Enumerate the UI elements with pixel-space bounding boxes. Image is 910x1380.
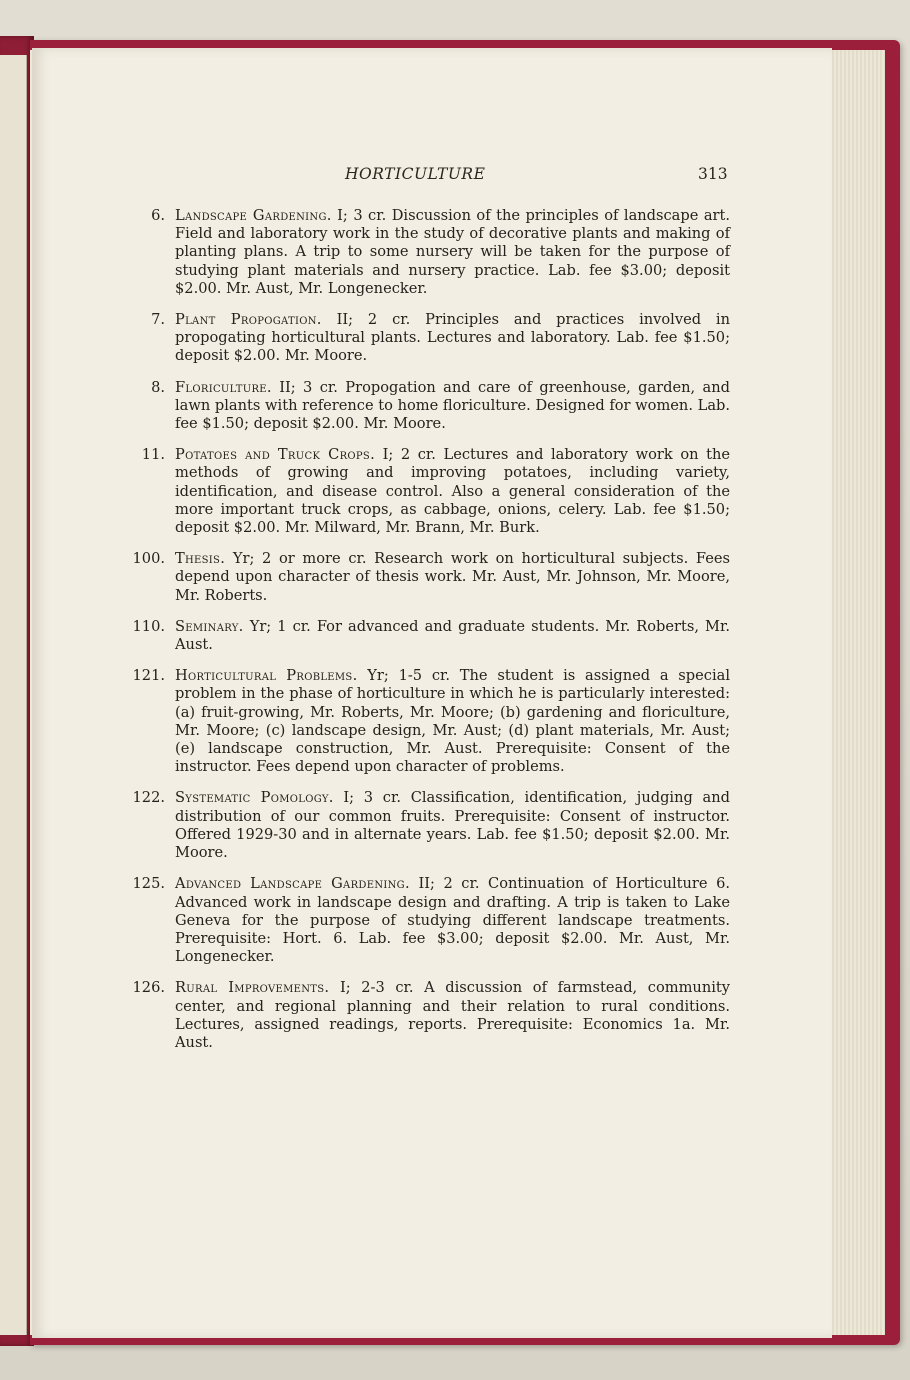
- course-entry: [110, 207, 730, 298]
- course-title: Systematic Pomology.: [175, 789, 334, 807]
- course-entry: [110, 618, 730, 654]
- course-number: 125.: [132, 875, 165, 893]
- course-number: 122.: [132, 789, 165, 807]
- course-number: 110.: [132, 617, 165, 635]
- course-description: [175, 875, 730, 966]
- course-title: Advanced Landscape Gardening.: [175, 875, 410, 893]
- running-header: [0, 165, 910, 187]
- course-text: I; 2-3 cr. A discussion of farmstead, community center, and regional planning and their relation to rural conditions. Lectures, assigned readings, reports. Prerequisite: Economics 1a. Mr. Aust.: [175, 979, 730, 1051]
- course-entry: [110, 875, 730, 966]
- course-number: 8.: [151, 378, 165, 396]
- course-title: Seminary.: [175, 617, 244, 635]
- course-entry: [110, 667, 730, 776]
- course-entry: [110, 446, 730, 537]
- course-description: [175, 618, 730, 654]
- course-text: I; 3 cr. Classification, identification, judging and distribution of our common fruits. Prerequisite: Consent of instructor. Offered 1929-30 and in alternate years. Lab. fee $1.50; deposit $2.00. Mr. Moore.: [175, 789, 730, 862]
- course-entry: [110, 789, 730, 862]
- course-title: Plant Propogation.: [175, 311, 322, 329]
- course-text: II; 3 cr. Propogation and care of greenhouse, garden, and lawn plants with reference to home floriculture. Designed for women. Lab. fee $1.50; deposit $2.00. Mr. Moore.: [175, 378, 730, 433]
- course-description: [175, 667, 730, 776]
- course-number: 6.: [151, 207, 165, 224]
- course-text: II; 2 cr. Principles and practices involved in propogating horticultural plants. Lectures and laboratory. Lab. fee $1.50; deposit $2.00. Mr. Moore.: [175, 311, 730, 365]
- course-list: [110, 207, 730, 1065]
- course-title: Landscape Gardening.: [175, 207, 332, 224]
- course-text: Yr; 2 or more cr. Research work on horticultural subjects. Fees depend upon character of thesis work. Mr. Aust, Mr. Johnson, Mr. Moore, Mr. Roberts.: [175, 550, 730, 604]
- course-description: [175, 207, 730, 298]
- course-description: [175, 979, 730, 1052]
- course-title: Floriculture.: [175, 378, 272, 396]
- course-number: 11.: [141, 446, 165, 464]
- course-title: Thesis.: [175, 550, 226, 568]
- course-text: II; 2 cr. Continuation of Horticulture 6. Advanced work in landscape design and drafting. A trip is taken to Lake Geneva for the purpose of studying different landscape treatments. Prerequisite: Hort. 6. Lab. fee $3.00; deposit $2.00. Mr. Aust, Mr. Longenecker.: [175, 875, 731, 966]
- course-entry: [110, 311, 730, 366]
- course-description: [175, 789, 730, 862]
- course-entry: [110, 550, 730, 605]
- course-entry: [110, 379, 730, 434]
- course-entry: [110, 979, 730, 1052]
- left-page-edge: [0, 55, 27, 1335]
- course-description: [175, 550, 730, 605]
- course-number: 100.: [132, 550, 165, 568]
- course-description: [175, 379, 730, 434]
- page-header-title: HORTICULTURE: [345, 165, 486, 183]
- course-description: [175, 311, 730, 366]
- course-text: Yr; 1-5 cr. The student is assigned a special problem in the phase of horticulture in which he is particularly interested: (a) fruit-growing, Mr. Roberts, Mr. Moore; (b) gardening and floriculture, Mr. Moore; (c) landscape design, Mr. Aust; (d) plant materials, Mr. Aust; (e) landscape construction, Mr. Aust. Prerequisite: Consent of the instructor. Fees depend upon character of problems.: [175, 667, 730, 776]
- course-number: 121.: [132, 667, 165, 685]
- course-text: I; 2 cr. Lectures and laboratory work on the methods of growing and improving potatoes, including variety, identification, and disease control. Also a general consideration of the more important truck crops, as cabbage, onions, celery. Lab. fee $1.50; deposit $2.00. Mr. Milward, Mr. Brann, Mr. Burk.: [175, 446, 730, 537]
- course-text: Yr; 1 cr. For advanced and graduate students. Mr. Roberts, Mr. Aust.: [175, 617, 731, 654]
- course-text: I; 3 cr. Discussion of the principles of landscape art. Field and laboratory work in the study of decorative plants and making of planting plans. A trip to some nursery will be taken for the purpose of studying plant materials and nursery practice. Lab. fee $3.00; deposit $2.00. Mr. Aust, Mr. Longenecker.: [175, 207, 731, 297]
- course-title: Potatoes and Truck Crops.: [175, 446, 376, 464]
- course-title: Horticultural Problems.: [175, 667, 358, 685]
- course-title: Rural Improvements.: [175, 979, 330, 997]
- course-description: [175, 446, 730, 537]
- course-number: 7.: [151, 311, 165, 329]
- page-number: 313: [698, 165, 728, 183]
- course-number: 126.: [132, 979, 165, 997]
